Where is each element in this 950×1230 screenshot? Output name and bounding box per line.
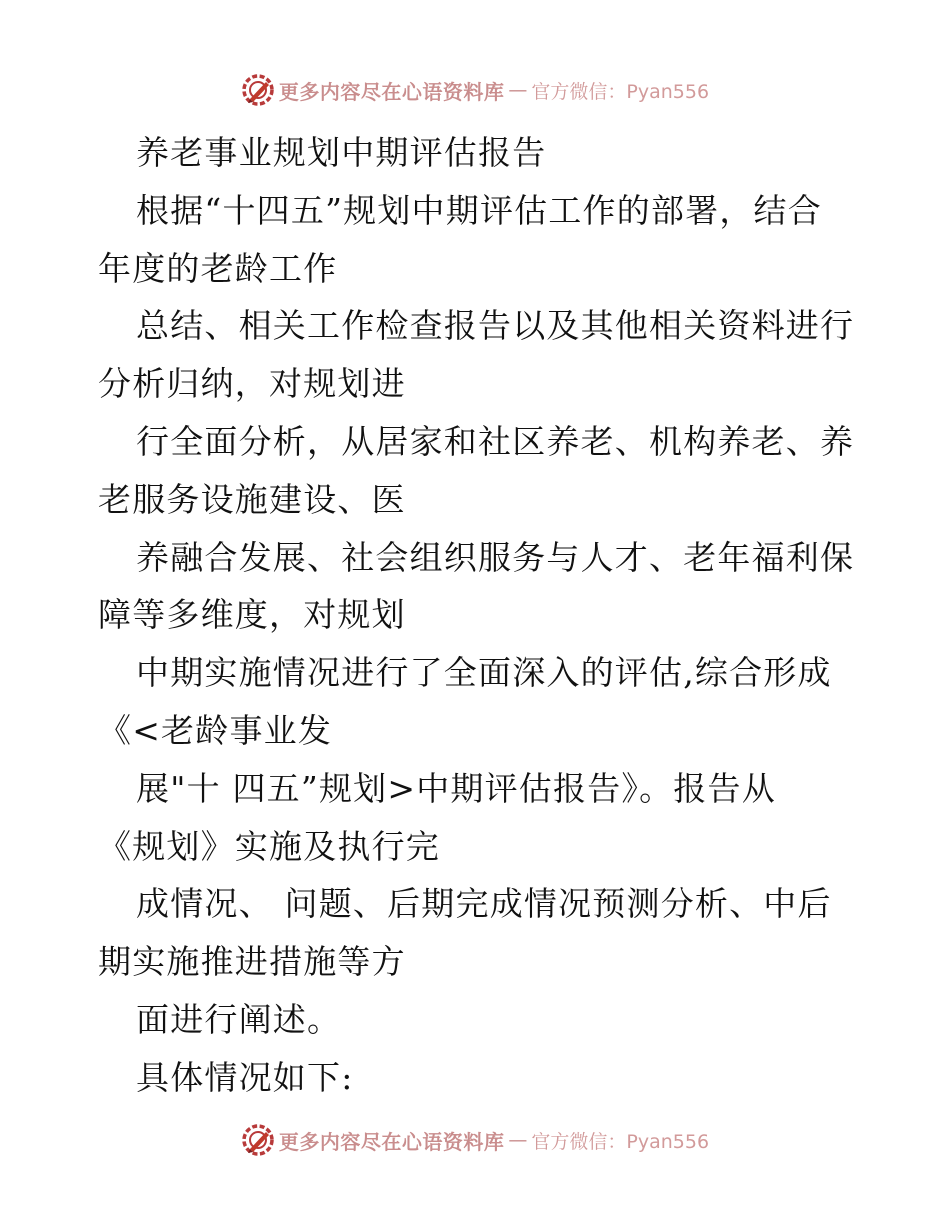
text-line: 《<老龄事业发	[98, 710, 333, 750]
banner-dash: —	[508, 1129, 528, 1151]
header-watermark-banner	[0, 72, 950, 108]
footer-watermark-banner	[0, 1122, 950, 1158]
gear-pen-logo-icon	[241, 1123, 275, 1157]
text-line: 养老事业规划中期评估报告	[136, 133, 547, 172]
text-line: 总结、相关工作检查报告以及其他相关资料进行	[136, 306, 855, 346]
banner-site-name: 更多内容尽在心语资料库	[278, 1129, 505, 1154]
text-line: 具体情况如下:	[136, 1057, 354, 1097]
text-line: 分析归纳，对规划进	[98, 364, 406, 404]
text-line: 养融合发展、社会组织服务与人才、老年福利保	[136, 537, 855, 577]
text-line: 行全面分析，从居家和社区养老、机构养老、养	[136, 421, 855, 461]
text-line: 期实施推进措施等方	[98, 942, 406, 982]
banner-wechat: 官方微信：Pyan556	[531, 1130, 710, 1153]
banner-wechat: 官方微信：Pyan556	[531, 80, 710, 103]
banner-site-name: 更多内容尽在心语资料库	[278, 79, 505, 104]
text-line: 《规划》实施及执行完	[98, 826, 440, 866]
text-line: 面进行阐述。	[136, 999, 342, 1039]
document-body	[98, 124, 858, 1107]
banner-dash: —	[508, 79, 528, 101]
text-line: 根据“十四五”规划中期评估工作的部署，结合	[136, 190, 822, 230]
text-line: 障等多维度，对规划	[98, 595, 406, 635]
text-line: 老服务设施建设、医	[98, 479, 406, 519]
gear-pen-logo-icon	[241, 73, 275, 107]
text-line: 展"十 四五”规划>中期评估报告》。报告从	[136, 768, 776, 808]
text-line: 中期实施情况进行了全面深入的评估,综合形成	[136, 653, 832, 693]
text-line: 年度的老龄工作	[98, 248, 338, 288]
text-line: 成情况、 问题、后期完成情况预测分析、中后	[136, 884, 832, 924]
